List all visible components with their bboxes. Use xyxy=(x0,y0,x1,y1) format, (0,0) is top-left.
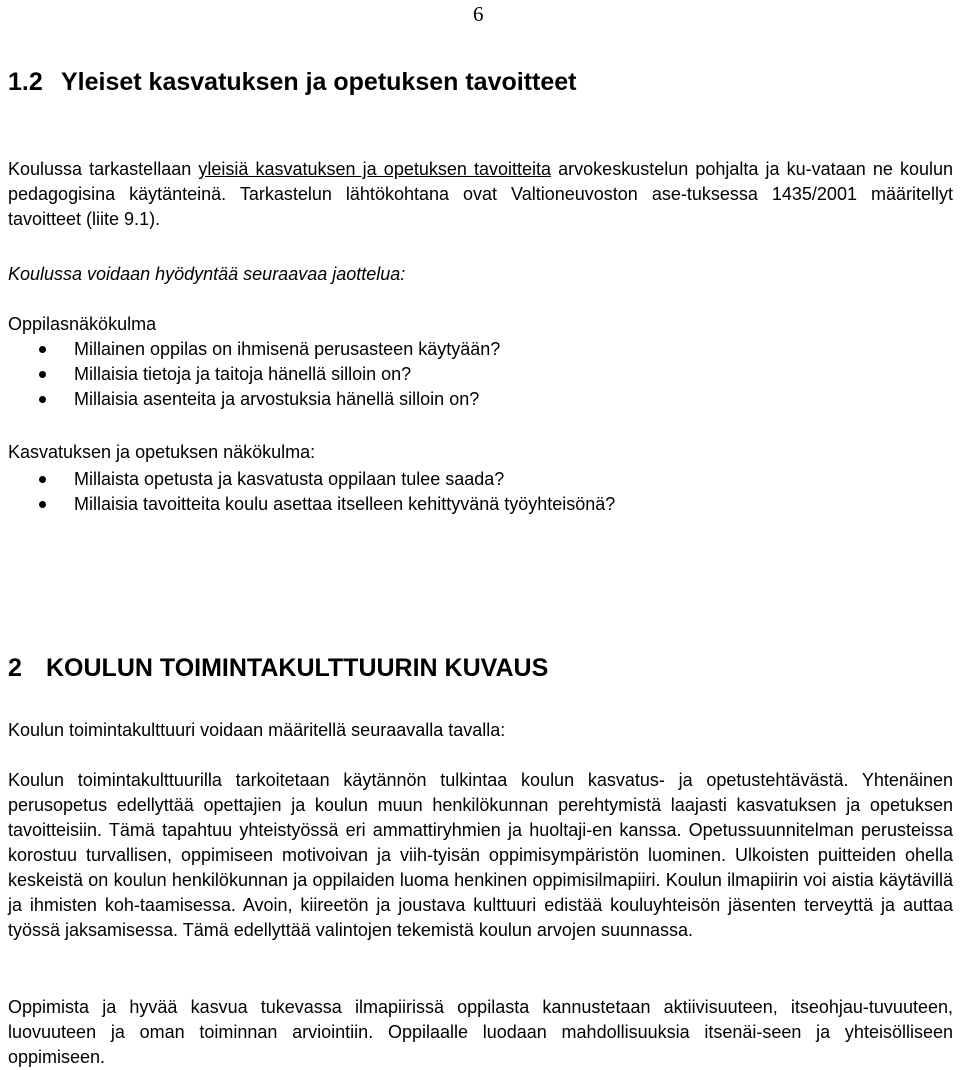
bullet-icon xyxy=(39,371,46,378)
education-perspective-list xyxy=(0,467,615,517)
bullet-icon xyxy=(39,476,46,483)
education-perspective-heading: Kasvatuksen ja opetuksen näkökulma: xyxy=(8,442,316,462)
intro-text-end: arvokeskustelun pohjalta ja ku-vataan ne koulun pedagogisina käytänteinä. Tarkastelun lähtökohtana ovat Valtioneuvoston ase-tuksessa 1435/2001 määritellyt tavoitteet (liite 9.1). xyxy=(8,159,954,229)
culture-paragraph-1: Koulun toimintakulttuurilla tarkoitetaan käytännön tulkintaa koulun kasvatus- ja opetustehtävästä. Yhtenäinen perusopetus edellyttää opettajien ja koulun muun henkilökunnan perehtymistä laajasti kasvatuksen ja opetuksen tavoitteisiin. Tämä tapahtuu yhteistyössä eri ammattiryhmien ja huoltaji-en kanssa. Opetussuunnitelman perusteissa korostuu turvallisen, oppimiseen motivoivan ja viih-tyisän oppimisympäristön luominen. Ulkoisten puitteiden ohella keskeistä on koulun henkilökunnan ja oppilaiden luoma henkinen oppimisilmapiiri. Koulun ilmapiirin voi aistia käytävillä ja ihmisten koh-taamisessa. Avoin, kiireetön ja joustava kulttuuri edistää kouluyhteisön jäsenten terveyttä ja auttaa työssä jaksamisessa. Tämä edellyttää valintojen tekemistä koulun arvojen suunnassa. xyxy=(8,770,953,940)
culture-paragraph-2: Oppimista ja hyvää kasvua tukevassa ilmapiirissä oppilasta kannustetaan aktiivisuuteen, itseohjau-tuvuuteen, luovuuteen ja oman toiminnan arviointiin. Oppilaalle luodaan mahdollisuuksia itsenäi-seen ja yhteisölliseen oppimiseen. xyxy=(8,997,953,1067)
culture-lead: Koulun toimintakulttuuri voidaan määritellä seuraavalla tavalla: xyxy=(8,720,506,740)
section-heading-2 xyxy=(8,654,548,683)
goals-link[interactable]: yleisiä kasvatuksen ja opetuksen tavoitteita xyxy=(198,159,552,179)
bullet-icon xyxy=(39,396,46,403)
section-number: 1.2 xyxy=(8,68,43,96)
list-item: Millaista opetusta ja kasvatusta oppilaan tulee saada? xyxy=(0,467,615,492)
bullet-icon xyxy=(39,346,46,353)
section-title: KOULUN TOIMINTAKULTTUURIN KUVAUS xyxy=(46,654,549,682)
bullet-icon xyxy=(39,501,46,508)
section-title: Yleiset kasvatuksen ja opetuksen tavoitteet xyxy=(61,68,577,96)
page-number: 6 xyxy=(473,2,484,26)
list-item: Millainen oppilas on ihmisenä perusasteen käytyään? xyxy=(0,337,500,362)
intro-text-start: Koulussa tarkastellaan xyxy=(8,159,199,179)
list-item: Millaisia asenteita ja arvostuksia hänellä silloin on? xyxy=(0,387,500,412)
section-number: 2 xyxy=(8,654,22,682)
list-item: Millaisia tavoitteita koulu asettaa itselleen kehittyvänä työyhteisönä? xyxy=(0,492,615,517)
student-perspective-list xyxy=(0,337,500,412)
intro-paragraph xyxy=(8,157,953,232)
list-item: Millaisia tietoja ja taitoja hänellä silloin on? xyxy=(0,362,500,387)
section-heading-1-2 xyxy=(8,68,577,97)
student-perspective-heading: Oppilasnäkökulma xyxy=(8,314,157,334)
grouping-lead: Koulussa voidaan hyödyntää seuraavaa jaottelua: xyxy=(8,264,406,284)
